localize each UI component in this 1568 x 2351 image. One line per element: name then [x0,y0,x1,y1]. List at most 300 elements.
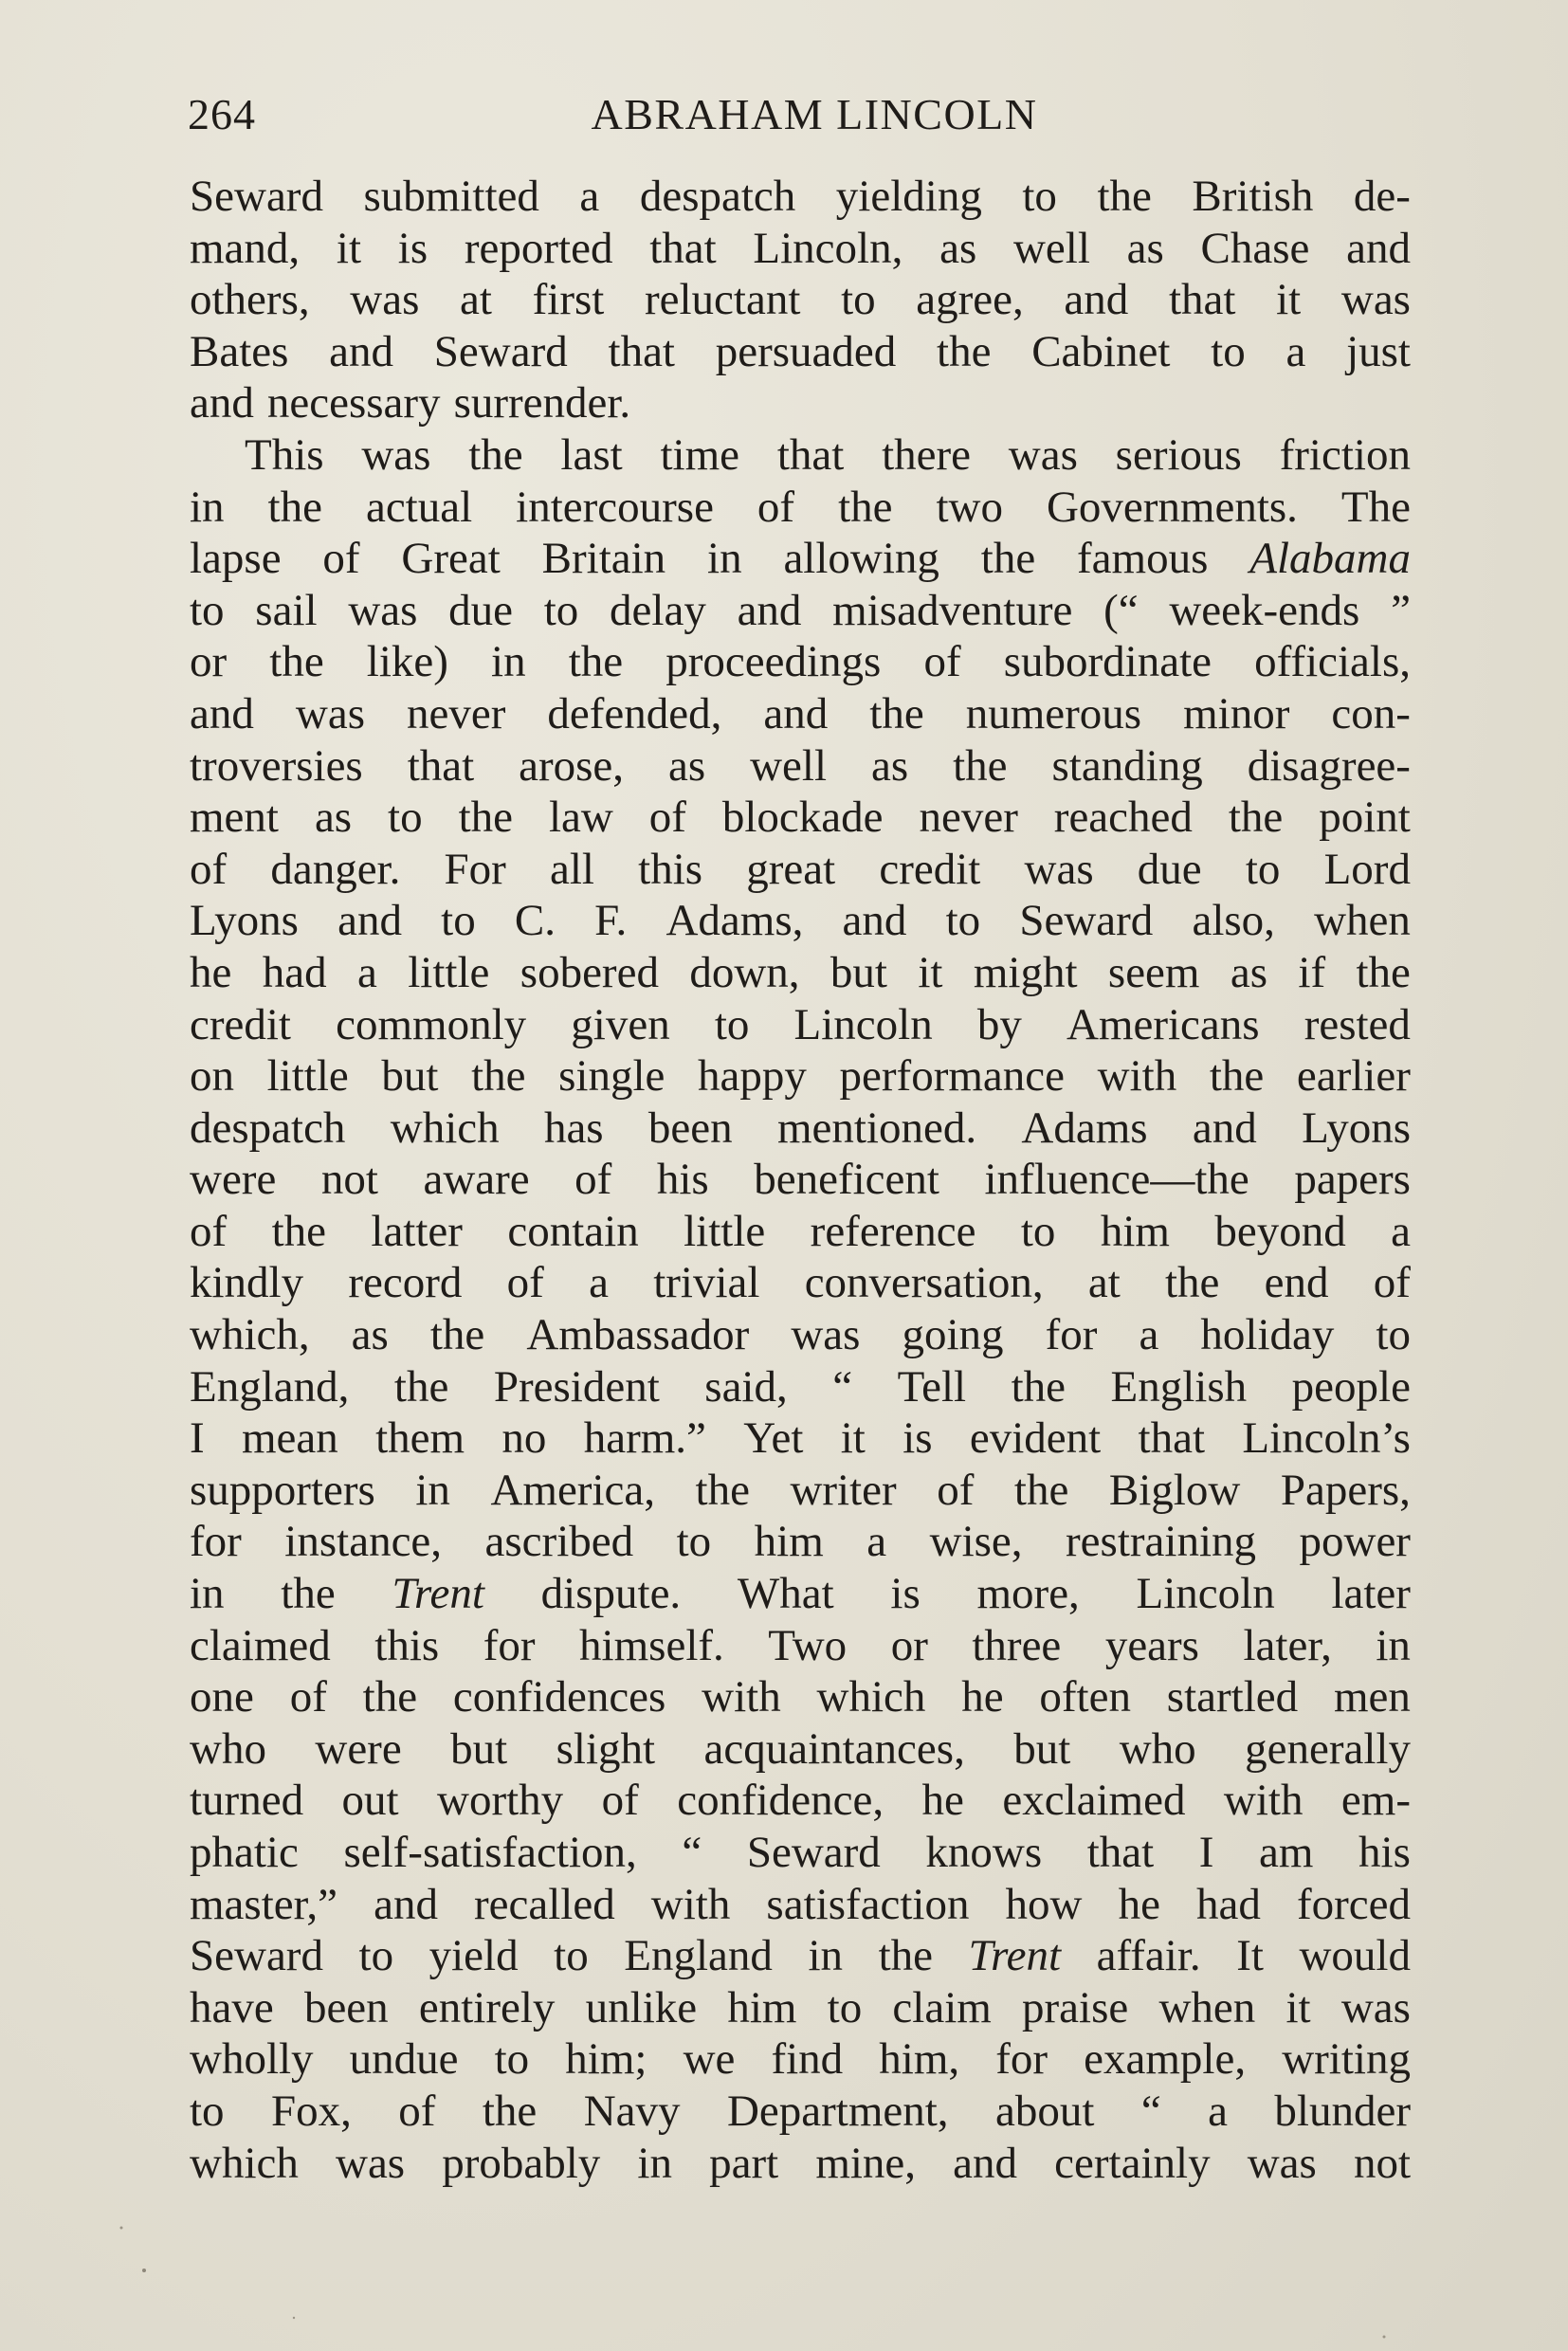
word: it [1285,1982,1311,2032]
word: in [1376,1620,1411,1670]
word: worthy [437,1776,564,1826]
word: to [441,896,476,946]
word: one [190,1672,254,1722]
word: (“ [1103,585,1139,635]
word: ascribed [484,1517,634,1567]
word: Papers, [1280,1465,1411,1515]
word: This [245,429,324,480]
word: the [482,2086,538,2136]
word: English [1110,1361,1248,1412]
word: was [350,275,420,325]
word: The [1340,482,1411,532]
word: influence—the [984,1155,1249,1205]
word: the [267,482,322,532]
word: papers [1294,1155,1411,1205]
word: reached [1053,793,1193,843]
word: it [1276,275,1302,325]
text-line [190,844,1411,896]
word: sail [255,585,318,635]
word: the [468,429,523,480]
word: President [493,1361,660,1412]
word: exclaimed [1002,1776,1186,1826]
word: master,” [190,1879,338,1929]
word: on [190,1051,234,1102]
word: a [1208,2086,1228,2136]
word: with [702,1672,781,1722]
word: in [491,637,526,687]
word: affair. [1096,1931,1201,1981]
text-line [190,533,1411,585]
word: himself. [579,1620,724,1670]
text-line [190,688,1411,740]
text-line [190,1723,1411,1776]
word: that [608,326,675,376]
word: to [1020,1206,1056,1256]
word: was [295,688,365,738]
word: not [320,1155,378,1205]
word: de- [1353,172,1411,221]
word: a [1139,1310,1159,1360]
word: and [190,688,254,738]
word: who [1119,1723,1196,1774]
word: Cabinet [1031,326,1171,376]
word: to [358,1931,394,1981]
word: it [918,947,943,997]
word: Lyons [1302,1103,1411,1153]
word: For [444,844,506,894]
text-line [190,895,1411,947]
word: people [1291,1361,1411,1412]
word: to [827,1982,863,2032]
word: the [1097,172,1152,221]
word: had [1196,1879,1261,1929]
word: also, [1192,896,1275,946]
word: later, [1243,1620,1332,1670]
word: going [902,1310,1004,1360]
word: and [1064,275,1129,325]
word: that [776,429,845,480]
word: if [1298,947,1326,997]
word: as [939,223,977,273]
word: C. [514,896,556,946]
word: never [919,793,1018,843]
word: “ [682,1828,702,1877]
word: that [649,223,717,273]
word: find [771,2034,844,2085]
word: the [937,326,992,376]
word: ment [190,793,279,843]
text-line [190,1516,1411,1568]
word: forced [1296,1879,1411,1929]
text-line [190,1775,1411,1827]
word: mean [241,1413,338,1464]
word: and [737,585,802,635]
word: phatic [190,1828,299,1877]
word: was [1024,844,1094,894]
word: I [190,1413,205,1464]
text-line [190,585,1411,637]
word: British [1192,172,1314,221]
word: to [190,585,225,635]
word: undue [349,2034,459,2085]
text-line [190,1465,1411,1517]
word: serious [1115,429,1242,480]
running-head [188,82,1413,148]
word: in [707,534,742,584]
word: confidence, [677,1776,884,1826]
word: him, [879,2034,960,2085]
word: end [1264,1258,1329,1308]
word: of [574,1155,612,1205]
text-line [190,1309,1411,1361]
word: Tell [897,1361,967,1412]
text-line [190,740,1411,793]
word: to [543,585,579,635]
word: famous [1077,534,1209,584]
word: little [266,1051,349,1102]
word: was [336,2138,406,2188]
word: to [945,896,981,946]
word: dispute. [540,1569,682,1619]
word: part [709,2138,779,2188]
word: proceedings [665,637,882,687]
word: Fox, [270,2086,352,2136]
word: writer [790,1465,897,1515]
word: at [460,275,492,325]
word: intercourse [516,482,714,532]
word: great [746,844,836,894]
word: the [1165,1258,1220,1308]
word: beyond [1214,1206,1346,1256]
word: holiday [1200,1310,1335,1360]
word: at [1087,1258,1121,1308]
word: unlike [585,1982,698,2032]
word: commonly [336,999,527,1049]
text-line [190,2033,1411,2086]
word: due [448,585,514,635]
word: the [429,1310,485,1360]
word: single [558,1051,665,1102]
word: blunder [1274,2086,1411,2136]
word: aware [423,1155,530,1205]
word: actual [365,482,473,532]
word: wholly [190,2034,314,2085]
word: subordinate [1003,637,1212,687]
text-line [190,1620,1411,1672]
word: the [1228,793,1284,843]
word: is [397,223,428,273]
text-line [190,1050,1411,1103]
word: Trent [392,1569,484,1619]
word: rested [1304,999,1411,1049]
word: about [994,2086,1095,2136]
word: minor [1183,688,1290,738]
word: the [695,1465,750,1515]
word: entirely [418,1982,556,2032]
word: but [450,1723,508,1774]
word: claim [892,1982,992,2032]
word: seem [1107,947,1200,997]
word: never [407,688,506,738]
word: that [1086,1828,1155,1877]
word: What [737,1569,834,1619]
word: of [506,1258,544,1308]
word: of [190,844,228,894]
word: not [1353,2138,1411,2188]
word: agree, [916,275,1024,325]
word: the [980,534,1036,584]
word: which, [190,1310,310,1360]
word: I [1198,1828,1214,1877]
text-line [190,1982,1411,2034]
word: Lyons [190,896,299,946]
word: he [921,1776,964,1826]
word: as [1126,223,1164,273]
word: of [601,1776,639,1826]
word: Lincoln [1136,1569,1275,1619]
word: often [1039,1672,1131,1722]
word: but [1013,1723,1071,1774]
running-title: ABRAHAM LINCOLN [591,90,1038,138]
word: allowing [783,534,939,584]
word: friction [1279,429,1411,480]
word: happy [698,1051,807,1102]
word: defended, [547,688,722,738]
word: is [903,1413,933,1464]
word: persuaded [715,326,897,376]
word: as [668,740,706,791]
text-line [190,1879,1411,1931]
word: probably [442,2138,601,2188]
word: and [842,896,907,946]
word: others, [190,275,310,325]
word: Lincoln’s [1242,1413,1411,1464]
text-line [190,1412,1411,1465]
text-line [190,1154,1411,1206]
word: mine, [815,2138,917,2188]
text-line [190,636,1411,688]
word: two [936,482,1003,532]
word: the [838,482,893,532]
word: the [458,793,513,843]
word: given [571,999,670,1049]
word: week-ends [1169,585,1360,635]
word: em- [1340,1776,1411,1826]
word: It [1236,1931,1264,1981]
word: the [281,1569,336,1619]
word: men [1333,1672,1411,1722]
word: which [816,1672,926,1722]
word: well [1012,223,1090,273]
word: generally [1245,1723,1411,1774]
word: officials, [1254,637,1411,687]
word: F. [594,896,628,946]
word: no [501,1413,547,1464]
word: was [791,1310,861,1360]
word: Biglow [1108,1465,1241,1515]
word: as [1230,947,1268,997]
word: despatch [190,1103,346,1153]
word: as [314,793,353,843]
word: certainly [1054,2138,1211,2188]
word: point [1319,793,1411,843]
word: Adams, [665,896,804,946]
word: of [923,637,961,687]
word: the [362,1672,418,1722]
word: the [471,1051,526,1102]
word: we [683,2034,736,2085]
word: by [976,999,1022,1049]
word: Yet [743,1413,804,1464]
word: the [953,740,1008,791]
word: mentioned. [776,1103,977,1153]
word: reported [464,223,613,273]
text-line [190,1103,1411,1155]
text-line [190,377,1411,429]
word: was [1247,2138,1317,2188]
word: Seward [433,326,568,376]
word: was [1340,275,1411,325]
word: of [289,1672,327,1722]
text-line [190,1361,1411,1413]
text-line [190,2086,1411,2138]
word: which [190,2138,299,2188]
word: con- [1331,688,1411,738]
word: the [568,637,624,687]
word: had [262,947,327,997]
word: the [1356,947,1411,997]
word: out [341,1776,399,1826]
text-line [190,947,1411,999]
word: with [1097,1051,1177,1102]
word: the [269,637,324,687]
text-line [190,482,1411,534]
word: later [1331,1569,1411,1619]
word: this [638,844,703,894]
text-line [190,2138,1411,2190]
word: disagree- [1247,740,1411,791]
word: to [1245,844,1281,894]
word: confidences [452,1672,666,1722]
word: as [351,1310,389,1360]
word: ” [1391,585,1411,635]
word: he [1118,1879,1160,1929]
word: England, [190,1361,350,1412]
word: his [656,1155,709,1205]
word: and [1192,1103,1257,1153]
word: him [754,1517,824,1567]
word: when [1314,896,1411,946]
word: have [190,1982,274,2032]
text-line [190,171,1411,223]
word: it [840,1413,866,1464]
word: Britain [541,534,666,584]
word: has [543,1103,604,1153]
word: a [1391,1206,1411,1256]
word: there [882,429,972,480]
word: self-satisfaction, [343,1828,637,1877]
word: him [727,1982,797,2032]
word: Navy [583,2086,681,2136]
word: claimed [190,1620,331,1670]
word: with [650,1879,731,1929]
word: power [1299,1517,1411,1567]
word: would [1299,1931,1411,1981]
text-line [190,1257,1411,1309]
word: the [1013,1465,1069,1515]
word: to [1211,326,1246,376]
text-line [190,792,1411,844]
word: am [1259,1828,1314,1877]
word: to [554,1931,589,1981]
word: for [483,1620,536,1670]
word: Seward [1019,896,1154,946]
body-text [190,171,1411,2189]
word: and [329,326,394,376]
word: Trent [968,1931,1062,1981]
word: the [1011,1361,1066,1412]
word: he [961,1672,1004,1722]
word: first [532,275,605,325]
word: was [348,585,418,635]
word: in [415,1465,450,1515]
text-line [190,1827,1411,1879]
word: a [1285,326,1306,376]
word: despatch [639,172,796,221]
word: restraining [1066,1517,1257,1567]
word: Seward [190,172,323,221]
word: evident [969,1413,1102,1464]
word: submitted [363,172,539,221]
word: it [336,223,362,273]
word: Department, [726,2086,949,2136]
word: been [647,1103,733,1153]
word: or [190,637,228,687]
word: misadventure [832,585,1073,635]
word: America, [490,1465,655,1515]
word: Two [768,1620,848,1670]
word: the [393,1361,449,1412]
word: in [637,2138,672,2188]
word: of [1373,1258,1411,1308]
word: of [322,534,360,584]
text-line [190,1671,1411,1723]
word: trivial [653,1258,760,1308]
word: might [973,947,1078,997]
word: were [315,1723,402,1774]
word: example, [1084,2034,1247,2085]
word: due [1137,844,1202,894]
word: law [548,793,613,843]
word: supporters [190,1465,375,1515]
word: writing [1282,2034,1411,2085]
text-line [190,429,1411,482]
word: little [684,1206,766,1256]
word: turned [190,1776,304,1826]
word: and [190,378,254,428]
word: conversation, [804,1258,1044,1308]
word: delay [610,585,706,635]
word: performance [839,1051,1066,1102]
word: Americans [1066,999,1260,1049]
word: him; [565,2034,647,2085]
word: three [972,1620,1062,1670]
word: to [841,275,876,325]
word: “ [832,1361,853,1412]
word: a [579,172,600,221]
word: who [190,1723,266,1774]
word: surrender. [453,378,631,428]
